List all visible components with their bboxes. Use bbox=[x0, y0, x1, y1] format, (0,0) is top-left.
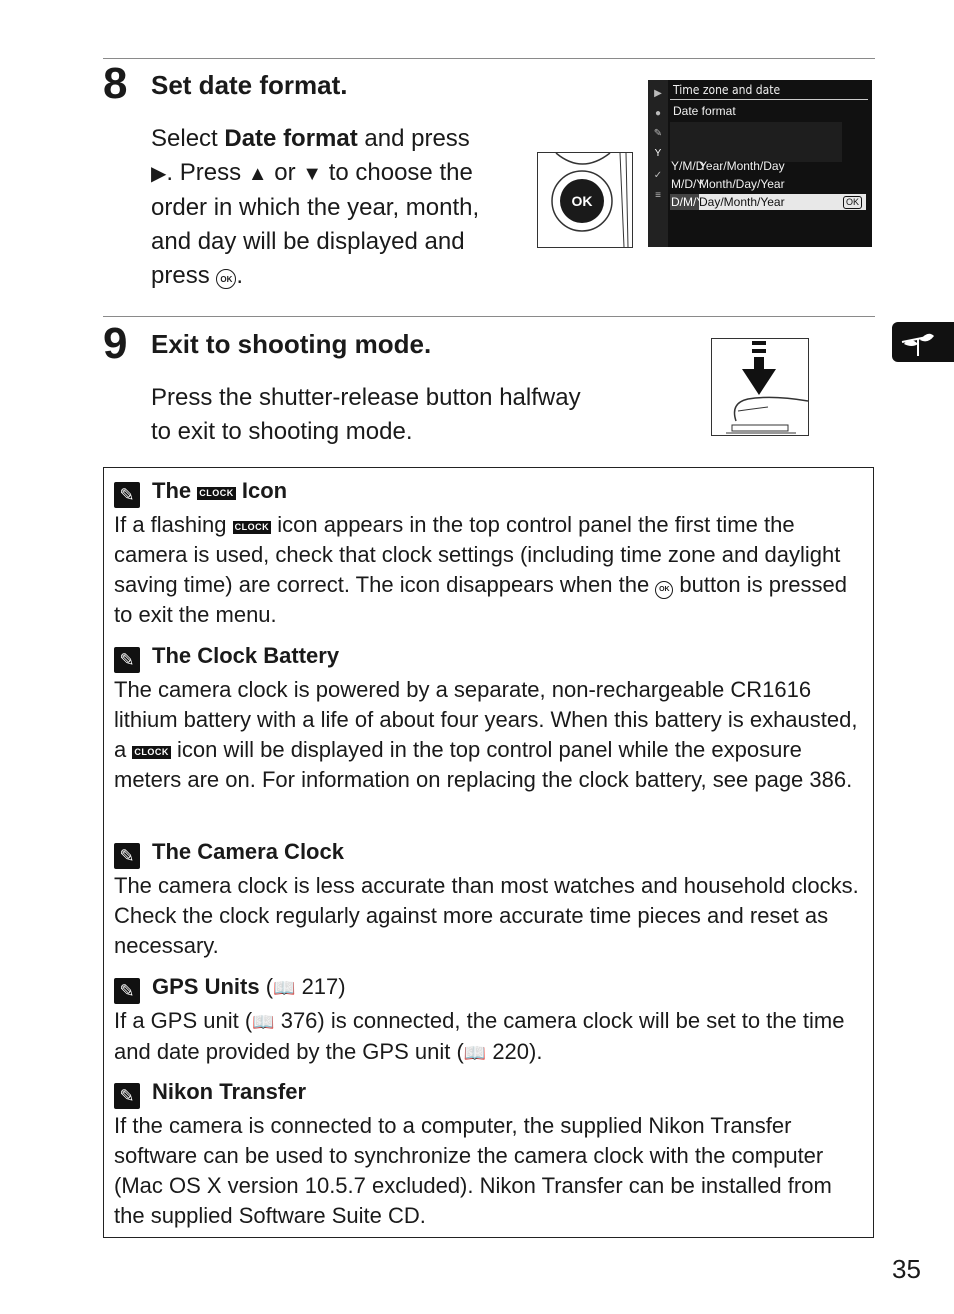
top-rule bbox=[103, 58, 875, 59]
ok-button-icon: OK bbox=[655, 581, 673, 599]
middle-rule bbox=[103, 316, 875, 317]
date-option-dmy[interactable]: D/M/YDay/Month/Year OK bbox=[670, 194, 866, 210]
custom-menu-icon: ✎ bbox=[653, 128, 663, 139]
note-clock-battery-title: ✎ The Clock Battery bbox=[114, 642, 339, 673]
page-number: 35 bbox=[892, 1254, 921, 1284]
pencil-icon: ✎ bbox=[114, 482, 140, 508]
step-9-body: Press the shutter-release button halfway to exit to shooting mode. bbox=[151, 384, 581, 445]
screen-title: Time zone and date bbox=[673, 83, 781, 97]
note-gps-units-body: If a GPS unit (📖 376) is connected, the camera clock will be set to the time and date provided by the GPS unit (📖 220). bbox=[114, 1006, 866, 1068]
chapter-tab bbox=[892, 322, 954, 362]
step-9-title: Exit to shooting mode. bbox=[151, 329, 432, 359]
step-8-number: 8 bbox=[103, 59, 128, 108]
camera-menu-screen bbox=[648, 80, 872, 247]
my-menu-icon: ≡ bbox=[655, 190, 661, 201]
step-8-body: Select Date format and press ▶. Press ▲ or ▼ to choose the order in which the year, month, and day will be displayed and press OK . bbox=[151, 125, 480, 289]
note-clock-battery-body: The camera clock is powered by a separate, non-rechargeable CR1616 lithium battery with a life of about four years. When this battery is exhausted, a CLOCK icon will be displayed in the top control panel while the exposure meters are on. For information on replacing the clock battery, see page 386. bbox=[114, 677, 858, 792]
note-clock-icon-body: If a flashing CLOCK icon appears in the top control panel the first time the camera is used, check that clock settings (including time zone and daylight saving time) are correct. The icon disappears when the OK button is pressed to exit the menu. bbox=[114, 512, 847, 627]
ok-button-illustration bbox=[537, 152, 633, 248]
shutter-button-illustration bbox=[711, 338, 809, 436]
date-option-mdy[interactable]: M/D/YMonth/Day/Year bbox=[671, 177, 785, 191]
book-icon: 📖 bbox=[252, 1012, 275, 1032]
step-9-number: 9 bbox=[103, 319, 128, 368]
note-camera-clock-title: ✎ The Camera Clock bbox=[114, 838, 344, 869]
step-8-title: Set date format. bbox=[151, 70, 348, 100]
arrow-right-icon: ▶ bbox=[151, 163, 167, 185]
note-camera-clock-body: The camera clock is less accurate than most watches and household clocks. Check the clock regularly against more accurate time pieces and reset as necessary. bbox=[114, 873, 859, 958]
pencil-icon: ✎ bbox=[114, 843, 140, 869]
arrow-up-icon: ▲ bbox=[247, 163, 268, 185]
screen-subtitle: Date format bbox=[673, 104, 736, 118]
ok-button-icon: OK bbox=[216, 269, 236, 289]
clock-icon: CLOCK bbox=[234, 522, 270, 532]
clock-icon: CLOCK bbox=[199, 488, 234, 498]
pencil-icon: ✎ bbox=[114, 647, 140, 673]
book-icon: 📖 bbox=[273, 978, 296, 998]
retouch-menu-icon: ✓ bbox=[653, 170, 663, 181]
setup-menu-icon: Y bbox=[654, 148, 662, 159]
pencil-icon: ✎ bbox=[114, 978, 140, 1004]
pencil-icon: ✎ bbox=[114, 1083, 140, 1109]
note-nikon-transfer-title: ✎ Nikon Transfer bbox=[114, 1078, 306, 1109]
screen-empty-area bbox=[670, 122, 842, 162]
playback-menu-icon: ▶ bbox=[654, 88, 662, 99]
ok-button-label: OK bbox=[571, 193, 593, 209]
shooting-menu-icon: ● bbox=[654, 108, 662, 119]
note-gps-units-title: ✎ GPS Units (📖 217) bbox=[114, 973, 346, 1004]
book-icon: 📖 bbox=[463, 1043, 487, 1063]
date-option-ymd[interactable]: Y/M/DYear/Month/Day bbox=[671, 159, 785, 173]
screen-divider bbox=[670, 99, 868, 100]
note-nikon-transfer-body: If the camera is connected to a computer, the supplied Nikon Transfer software can be used to synchronize the camera clock with the computer (Mac OS X version 10.5.7 excluded). Nikon Transfer can be installed from the supplied Software Suite CD. bbox=[114, 1113, 832, 1228]
arrow-down-icon: ▼ bbox=[302, 163, 323, 185]
menu-sidebar bbox=[648, 80, 668, 247]
first-steps-icon bbox=[892, 322, 954, 362]
notes-box bbox=[103, 467, 874, 1238]
ok-badge: OK bbox=[843, 196, 862, 209]
menu-panel bbox=[670, 80, 870, 247]
clock-icon: CLOCK bbox=[134, 747, 169, 757]
note-clock-icon-title: ✎ The CLOCK Icon bbox=[114, 477, 287, 508]
